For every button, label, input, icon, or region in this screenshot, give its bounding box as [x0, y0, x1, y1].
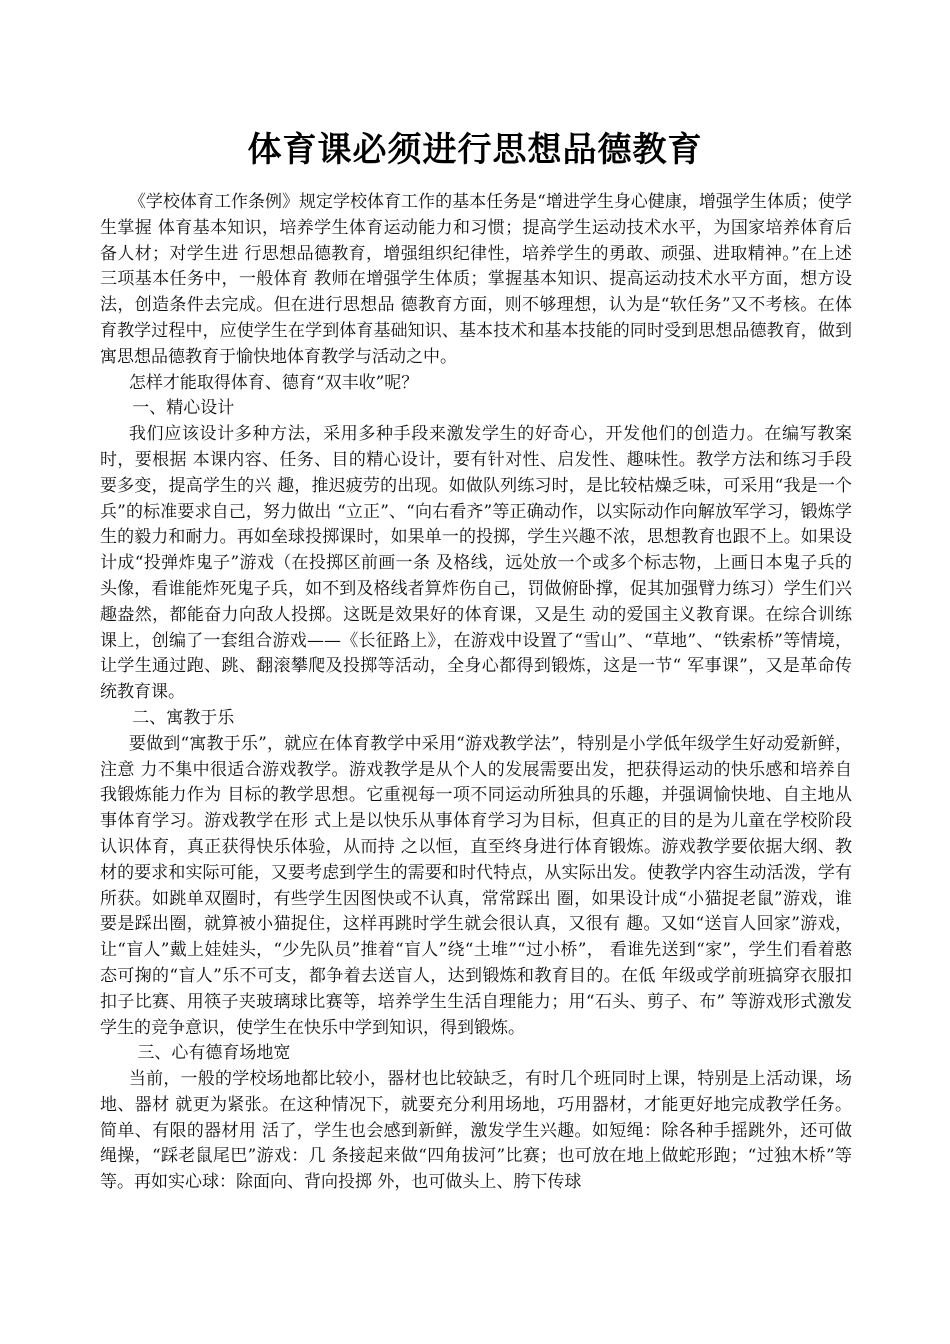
- document-title: 体育课必须进行思想品德教育: [247, 130, 703, 170]
- section-heading-2: 二、寓教于乐: [132, 707, 235, 728]
- intro-paragraph: 《学校体育工作条例》规定学校体育工作的基本任务是“增进学生身心健康，增强学生体质；使学生掌握 体育基本知识，培养学生体育运动能力和习惯；提高学生运动技术水平，为国家培养体育后备人材；对学生进 行思想品德教育，增强组织纪律性，培养学生的勇敢、顽强、进取精神。”在上述三项基本任务中，一般体育 教师在增强学生体质；掌握基本知识、提高运动技术水平方面，想方设法，创造条件去完成。但在进行思想品 德教育方面，则不够理想，认为是“软任务”又不考核。在体育教学过程中，应使学生在学到体育基础知识、基本技术和基本技能的同时受到思想品德教育，做到寓思想品德教育于愉快地体育教学与活动之中。: [100, 192, 852, 367]
- section-heading-1: 一、精心设计: [132, 398, 235, 419]
- section-1-paragraph: 我们应该设计多种方法，采用多种手段来激发学生的好奇心，开发他们的创造力。在编写教案时，要根据 本课内容、任务、目的精心设计，要有针对性、启发性、趣味性。教学方法和练习手段要多变，提高学生的兴 趣，推迟疲劳的出现。如做队列练习时，是比较枯燥乏味，可采用“我是一个兵”的标准要求自己，努力做出 “立正”、“向右看齐”等正确动作，以实际动作向解放军学习，锻炼学生的毅力和耐力。再如垒球投掷课时，如果单一的投掷，学生兴趣不浓，思想教育也跟不上。如果设计成“投弹炸鬼子”游戏（在投掷区前画一条 及格线，远处放一个或多个标志物，上画日本鬼子兵的头像，看谁能炸死鬼子兵，如不到及格线者算炸伤自己，罚做俯卧撑，促其加强臂力练习）学生们兴趣盎然，都能奋力向敌人投掷。这既是效果好的体育课，又是生 动的爱国主义教育课。在综合训练课上，创编了一套组合游戏——《长征路上》，在游戏中设置了“雪山”、“草地”、“铁索桥”等情境，让学生通过跑、跳、翻滚攀爬及投掷等活动，全身心都得到锻炼，这是一节“ 军事课”，又是革命传统教育课。: [100, 424, 852, 703]
- question-paragraph: 怎样才能取得体育、德育“双丰收”呢？: [128, 372, 419, 393]
- document-body: [100, 190, 852, 1196]
- section-2-paragraph: 要做到“寓教于乐”，就应在体育教学中采用“游戏教学法”，特别是小学低年级学生好动爱新鲜，注意 力不集中很适合游戏教学。游戏教学是从个人的发展需要出发，把获得运动的快乐感和培养自我锻炼能力作为 目标的教学思想。它重视每一项不同运动所独具的乐趣，并强调愉快地、自主地从事体育学习。游戏教学在形 式上是以快乐从事体育学习为目标，但真正的目的是为儿童在学校阶段认识体育，真正获得快乐体验，从而持 之以恒，直至终身进行体育锻炼。游戏教学要依据大纲、教材的要求和实际可能，又要考虑到学生的需要和时代特点，从实际出发。使教学内容生动活泼，学有所获。如跳单双圈时，有些学生因图快或不认真，常常踩出 圈，如果设计成“小猫捉老鼠”游戏，谁要是踩出圈，就算被小猫捉住，这样再跳时学生就会很认真，又很有 趣。又如“送盲人回家”游戏，让“盲人”戴上娃娃头，“少先队员”推着“盲人”绕“土堆”“过小桥”， 看谁先送到“家”，学生们看着憨态可掬的“盲人”乐不可支，都争着去送盲人，达到锻炼和教育目的。在低 年级或学前班搞穿衣服扣扣子比赛、用筷子夹玻璃球比赛等，培养学生生活自理能力；用“石头、剪子、布” 等游戏形式激发学生的竞争意识，使学生在快乐中学到知识，得到锻炼。: [100, 733, 852, 1038]
- section-heading-3: 三、心有德育场地宽: [137, 1043, 291, 1064]
- section-3-paragraph: 当前，一般的学校场地都比较小，器材也比较缺乏，有时几个班同时上课，特别是上活动课，场地、器材 就更为紧张。在这种情况下，就要充分利用场地，巧用器材，才能更好地完成教学任务。简单、有限的器材用 活了，学生也会感到新鲜，激发学生兴趣。如短绳：除各种手摇跳外，还可做绳操，“踩老鼠尾巴”游戏：几 条接起来做“四角拔河”比赛；也可放在地上做蛇形跑；“过独木桥”等等。再如实心球：除面向、背向投掷 外，也可做头上、胯下传球: [100, 1069, 852, 1193]
